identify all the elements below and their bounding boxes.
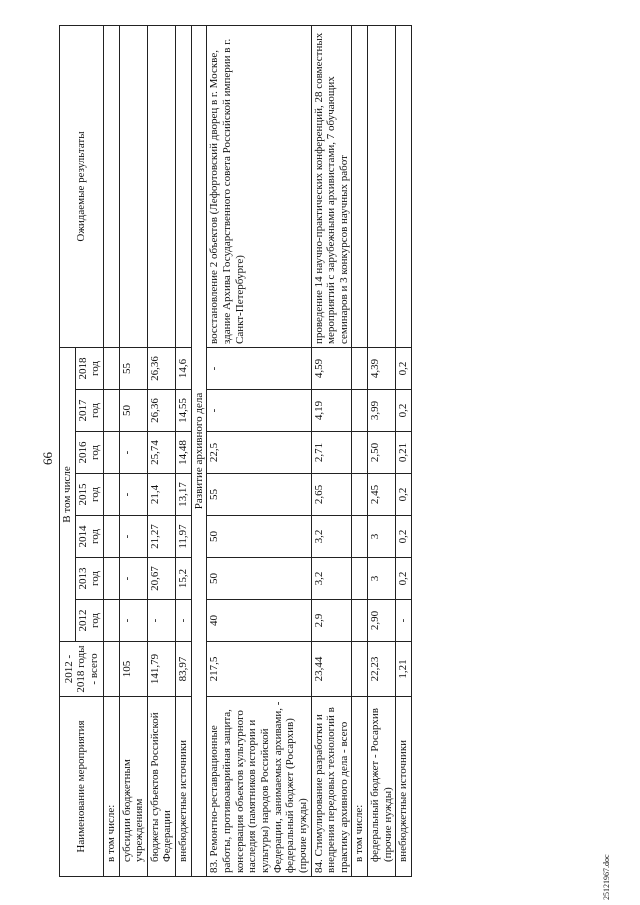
year-value-cell [352,432,368,474]
year-value-cell: 4,19 [311,390,352,432]
expected-result-cell [368,26,396,348]
expected-result-cell [176,26,192,348]
total-cell: 22,23 [368,642,396,697]
year-value-cell: - [176,600,192,642]
year-value-cell: 0,2 [396,516,412,558]
total-cell: 83,97 [176,642,192,697]
year-value-cell: - [119,516,147,558]
expected-result-cell [147,26,175,348]
header-expected-results: Ожидаемые результаты [60,26,104,348]
table-header [60,26,104,877]
page-number: 66 [40,452,55,465]
total-cell: 217,5 [207,642,311,697]
year-value-cell: 0,2 [396,390,412,432]
header-year: 2016 год [75,432,103,474]
year-value-cell: 55 [207,474,311,516]
header-total: 2012 - 2018 годы - всего [60,642,104,697]
year-value-cell: 2,71 [311,432,352,474]
table-row [396,26,412,877]
header-measure-name: Наименование мероприятия [60,697,104,877]
year-value-cell: - [119,474,147,516]
year-value-cell [103,558,119,600]
year-value-cell: 25,74 [147,432,175,474]
table-row [176,26,192,877]
header-year: 2012 год [75,600,103,642]
year-value-cell: 2,90 [368,600,396,642]
year-value-cell: 3 [368,558,396,600]
measure-name-cell: федеральный бюджет - Росархив (прочие нужды) [368,697,396,877]
expected-result-cell [103,26,119,348]
year-value-cell: 3 [368,516,396,558]
measure-name-cell: бюджеты субъектов Российской Федерации [147,697,175,877]
year-value-cell [103,516,119,558]
total-cell [103,642,119,697]
total-cell: 141,79 [147,642,175,697]
header-year: 2013 год [75,558,103,600]
year-value-cell: 3,2 [311,558,352,600]
measure-name-cell: в том числе: [103,697,119,877]
measure-name-cell: 84. Стимулирование разработки и внедрения передовых технологий в практику архивного дела - всего [311,697,352,877]
year-value-cell: 50 [119,390,147,432]
measure-name-cell: внебюджетные источники [396,697,412,877]
year-value-cell [103,348,119,390]
year-value-cell: 20,67 [147,558,175,600]
table-row [352,26,368,877]
year-value-cell: - [207,390,311,432]
year-value-cell: 22,5 [207,432,311,474]
year-value-cell: 2,50 [368,432,396,474]
table-row [119,26,147,877]
year-value-cell: 50 [207,558,311,600]
year-value-cell: - [119,558,147,600]
year-value-cell: 0,2 [396,348,412,390]
year-value-cell: 26,36 [147,348,175,390]
total-cell: 23,44 [311,642,352,697]
year-value-cell [103,600,119,642]
year-value-cell: 14,55 [176,390,192,432]
year-value-cell: 4,59 [311,348,352,390]
measure-name-cell: в том числе: [352,697,368,877]
header-year: 2018 год [75,348,103,390]
year-value-cell: 11,97 [176,516,192,558]
year-value-cell: 50 [207,516,311,558]
year-value-cell [352,516,368,558]
total-cell [352,642,368,697]
year-value-cell: - [119,600,147,642]
year-value-cell: 40 [207,600,311,642]
year-value-cell [352,348,368,390]
year-value-cell: 26,36 [147,390,175,432]
year-value-cell: 13,17 [176,474,192,516]
table-row [311,26,352,877]
year-value-cell [103,474,119,516]
year-value-cell: 2,45 [368,474,396,516]
header-year: 2014 год [75,516,103,558]
measure-name-cell: субсидии бюджетным учреждениям [119,697,147,877]
table-row [207,26,311,877]
year-value-cell [352,390,368,432]
expected-result-cell: восстановление 2 объектов (Лефортовский дворец в г. Москве, здание Архива Государственного совета Российской империи в г. Санкт-Петербурге) [207,26,311,348]
header-year: 2015 год [75,474,103,516]
measure-name-cell: внебюджетные источники [176,697,192,877]
table-row [368,26,396,877]
expected-result-cell: проведение 14 научно-практических конференций, 28 совместных мероприятий с зарубежными архивистами, 7 обучающих семинаров и 3 конкурсов научных работ [311,26,352,348]
year-value-cell: 3,2 [311,516,352,558]
year-value-cell: 2,9 [311,600,352,642]
document-reference: 25121967.doc [602,854,611,900]
year-value-cell [103,432,119,474]
year-value-cell: - [119,432,147,474]
header-including: В том числе [60,348,76,642]
measures-table [59,25,412,877]
year-value-cell: 14,6 [176,348,192,390]
table-row [147,26,175,877]
year-value-cell: 4,39 [368,348,396,390]
year-value-cell: 0,21 [396,432,412,474]
year-value-cell: 0,2 [396,474,412,516]
year-value-cell: - [396,600,412,642]
year-value-cell: - [207,348,311,390]
year-value-cell: 2,65 [311,474,352,516]
expected-result-cell [352,26,368,348]
year-value-cell: 21,4 [147,474,175,516]
year-value-cell: 55 [119,348,147,390]
year-value-cell: 0,2 [396,558,412,600]
table-row [103,26,119,877]
measure-name-cell: 83. Ремонтно-реставрационные работы, противоаварийная защита, консервация объектов культурного наследия (памятников истории и культуры) народов Российской Федерации, занимаемых архивами, - федеральный бюджет (Росархив) (прочие нужды) [207,697,311,877]
year-value-cell [352,558,368,600]
year-value-cell: - [147,600,175,642]
year-value-cell [103,390,119,432]
total-cell: 105 [119,642,147,697]
expected-result-cell [119,26,147,348]
total-cell: 1,21 [396,642,412,697]
year-value-cell: 15,2 [176,558,192,600]
year-value-cell [352,600,368,642]
year-value-cell: 14,48 [176,432,192,474]
section-title: Развитие архивного дела [191,26,207,877]
header-year: 2017 год [75,390,103,432]
year-value-cell: 21,27 [147,516,175,558]
year-value-cell [352,474,368,516]
year-value-cell: 3,99 [368,390,396,432]
expected-result-cell [396,26,412,348]
